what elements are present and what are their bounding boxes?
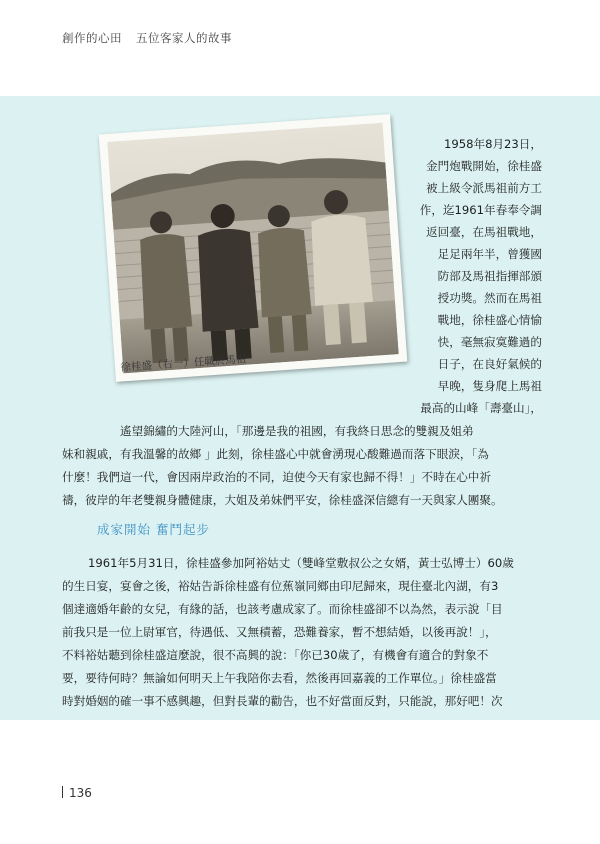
text-line: 妹和親戚，有我溫馨的故鄉 」此刻，徐桂盛心中就會湧現心酸難過而落下眼淚，「為 [62, 447, 489, 461]
text-line: 要，要待何時？無論如何明天上午我陪你去看，然後再回嘉義的工作單位。」徐桂盛當 [62, 671, 497, 685]
text-line: 作，迄1961年春奉令調 [419, 203, 542, 217]
text-line: 1961年5月31日，徐桂盛參加阿裕姑丈（雙峰堂敷叔公之女婿，黃士弘博士）60歲 [88, 556, 514, 570]
text-line: 快，毫無寂寞難過的 [437, 335, 542, 349]
text-line: 什麼！我們這一代，會因兩岸政治的不同，迫使今天有家也歸不得！」不時在心中祈 [62, 470, 491, 484]
four-officers-photo [107, 123, 399, 374]
text-line: 最高的山峰「壽臺山」， [420, 401, 542, 415]
text-line: 足足兩年半，曾獲國 [437, 247, 542, 261]
chapter-title: 五位客家人的故事 [136, 31, 232, 45]
text-line: 戰地，徐桂盛心情愉 [437, 313, 542, 327]
text-line: 1958年8月23日， [443, 137, 542, 151]
book-title: 創作的心田 [62, 31, 122, 45]
text-line: 遙望錦繡的大陸河山，「那邊是我的祖國，有我終日思念的雙親及姐弟 [120, 424, 474, 438]
page-number [62, 786, 92, 800]
text-line: 時對婚姻的確一事不感興趣，但對長輩的勸告，也不好當面反對，只能說，那好吧！次 [62, 694, 503, 708]
text-line: 個達適婚年齡的女兒，有緣的話，也該考慮成家了。而徐桂盛卻不以為然，表示說「目 [62, 602, 503, 616]
text-line: 被上級令派馬祖前方工 [426, 181, 542, 195]
text-line: 金門炮戰開始，徐桂盛 [426, 159, 542, 173]
text-line: 日子，在良好氣候的 [437, 357, 542, 371]
text-line: 不料裕姑聽到徐桂盛這麼說，很不高興的說：「你已30歲了，有機會有適合的對象不 [62, 648, 489, 662]
running-header [62, 30, 232, 46]
text-line: 的生日宴，宴會之後，裕姑告訴徐桂盛有位蕉嶺同鄉由印尼歸來，現住臺北內湖，有3 [62, 579, 499, 593]
text-line: 防部及馬祖指揮部頒 [437, 269, 542, 283]
text-line: 授功獎。然而在馬祖 [437, 291, 542, 305]
text-line: 禱，彼岸的年老雙親身體健康，大姐及弟妹們平安，徐桂盛深信總有一天與家人團聚。 [62, 493, 503, 507]
text-line: 早晚，隻身爬上馬祖 [437, 379, 542, 393]
text-line: 返回臺，在馬祖戰地， [426, 225, 542, 239]
historical-photo [99, 114, 408, 382]
section-heading: 成家開始 奮鬥起步 [97, 522, 210, 537]
page-number-rule [62, 786, 63, 798]
page-number-value: 136 [69, 786, 92, 800]
photo-caption: 徐桂盛（右一）任職於馬祖 [120, 353, 247, 374]
text-line: 前我只是一位上尉軍官，待遇低、又無積蓄，恐難養家，暫不想結婚，以後再說！」， [62, 625, 497, 639]
